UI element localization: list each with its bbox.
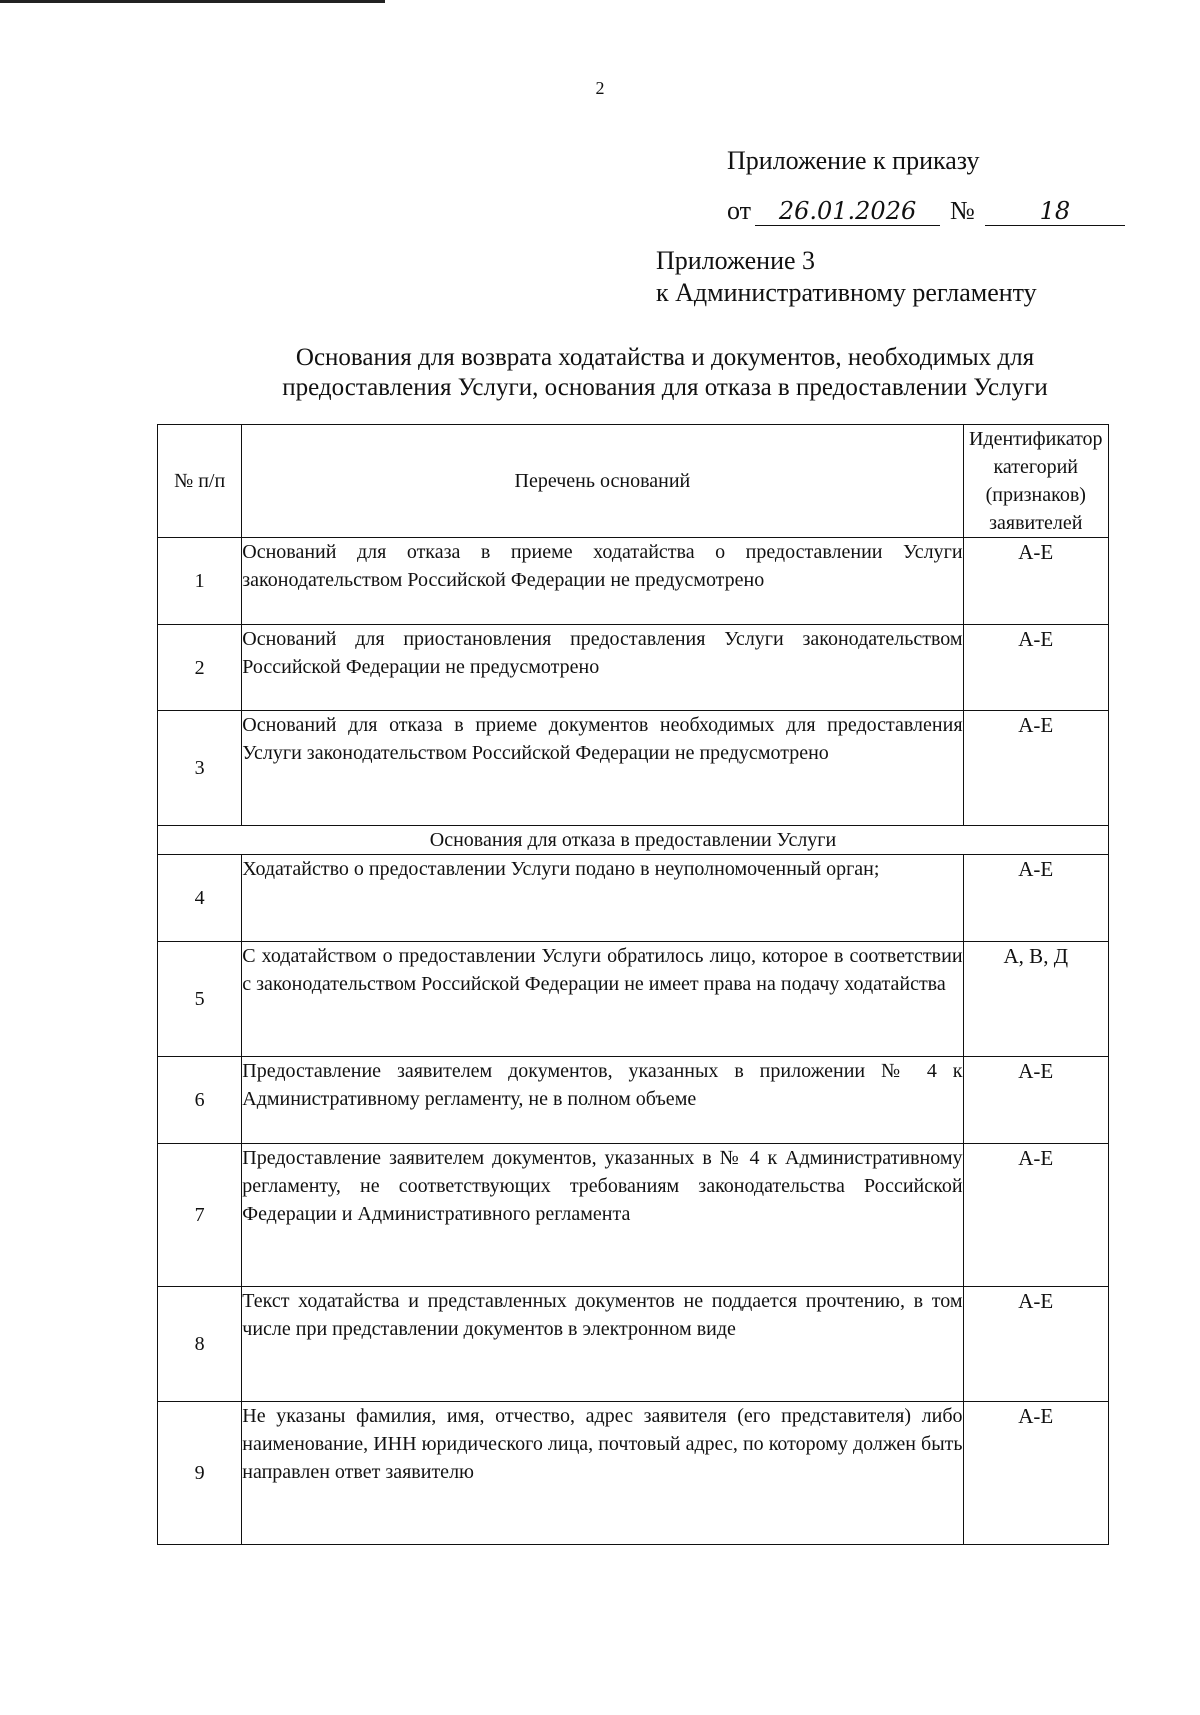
row-number: 7 bbox=[158, 1144, 242, 1287]
page-number: 2 bbox=[595, 78, 605, 98]
row-number: 5 bbox=[158, 942, 242, 1057]
row-number: 4 bbox=[158, 855, 242, 942]
row-identifier: А-Е bbox=[963, 855, 1108, 942]
row-grounds-text: Предоставление заявителем документов, указанных в приложении № 4 к Административному регламенту, не в полном объеме bbox=[242, 1057, 963, 1144]
order-date-handwritten: 26.01.2026 bbox=[755, 197, 940, 226]
row-number: 3 bbox=[158, 711, 242, 826]
table-row bbox=[158, 942, 1109, 1057]
table-row bbox=[158, 625, 1109, 711]
row-grounds-text: Оснований для отказа в приеме документов необходимых для предоставления Услуги законодательством Российской Федерации не предусмотрено bbox=[242, 711, 963, 826]
table-row bbox=[158, 711, 1109, 826]
row-identifier: А-Е bbox=[963, 1144, 1108, 1287]
row-grounds-text: Текст ходатайства и представленных документов не поддается прочтению, в том числе при представлении документов в электронном виде bbox=[242, 1287, 963, 1402]
row-number: 1 bbox=[158, 538, 242, 625]
table-row bbox=[158, 1402, 1109, 1545]
row-grounds-text: Ходатайство о предоставлении Услуги подано в неуполномоченный орган; bbox=[242, 855, 963, 942]
row-identifier: А-Е bbox=[963, 1287, 1108, 1402]
row-grounds-text: Оснований для отказа в приеме ходатайства о предоставлении Услуги законодательством Российской Федерации не предусмотрено bbox=[242, 538, 963, 625]
row-number: 6 bbox=[158, 1057, 242, 1144]
row-number: 8 bbox=[158, 1287, 242, 1402]
row-identifier: А-Е bbox=[963, 1402, 1108, 1545]
header-num: № п/п bbox=[158, 425, 242, 538]
order-date-number-line bbox=[727, 196, 1125, 226]
grounds-table bbox=[157, 424, 1109, 1545]
number-label: № bbox=[950, 196, 975, 225]
section-heading: Основания для отказа в предоставлении Услуги bbox=[158, 826, 1109, 855]
table-header-row bbox=[158, 425, 1109, 538]
row-identifier: А-Е bbox=[963, 625, 1108, 711]
row-grounds-text: Не указаны фамилия, имя, отчество, адрес заявителя (его представителя) либо наименование, ИНН юридического лица, почтовый адрес, по которому должен быть направлен ответ заявителю bbox=[242, 1402, 963, 1545]
table-row bbox=[158, 855, 1109, 942]
row-identifier: А-Е bbox=[963, 538, 1108, 625]
row-identifier: А, В, Д bbox=[963, 942, 1108, 1057]
section-heading-row bbox=[158, 826, 1109, 855]
table-row bbox=[158, 1057, 1109, 1144]
table-row bbox=[158, 1144, 1109, 1287]
from-label: от bbox=[727, 196, 752, 225]
row-grounds-text: Предоставление заявителем документов, указанных в № 4 к Административному регламенту, не соответствующих требованиям законодательства Российской Федерации и Административного регламента bbox=[242, 1144, 963, 1287]
order-number-handwritten: 18 bbox=[985, 197, 1125, 226]
header-grounds: Перечень оснований bbox=[242, 425, 963, 538]
row-grounds-text: С ходатайством о предоставлении Услуги обратилось лицо, которое в соответствии с законодательством Российской Федерации не имеет права на подачу ходатайства bbox=[242, 942, 963, 1057]
row-identifier: А-Е bbox=[963, 1057, 1108, 1144]
table-row bbox=[158, 1287, 1109, 1402]
row-identifier: А-Е bbox=[963, 711, 1108, 826]
appendix-number: Приложение 3 bbox=[656, 246, 816, 275]
appendix-reference: к Административному регламенту bbox=[656, 278, 1037, 307]
row-number: 9 bbox=[158, 1402, 242, 1545]
row-number: 2 bbox=[158, 625, 242, 711]
scan-edge-line bbox=[0, 0, 385, 3]
row-grounds-text: Оснований для приостановления предоставления Услуги законодательством Российской Федерации не предусмотрено bbox=[242, 625, 963, 711]
header-identifier: Идентификатор категорий (признаков) заявителей bbox=[963, 425, 1108, 538]
table-row bbox=[158, 538, 1109, 625]
appendix-to-order: Приложение к приказу bbox=[727, 146, 980, 175]
document-title: Основания для возврата ходатайства и документов, необходимых для предоставления Услуги, основания для отказа в предоставлении Услуги bbox=[282, 344, 1048, 401]
